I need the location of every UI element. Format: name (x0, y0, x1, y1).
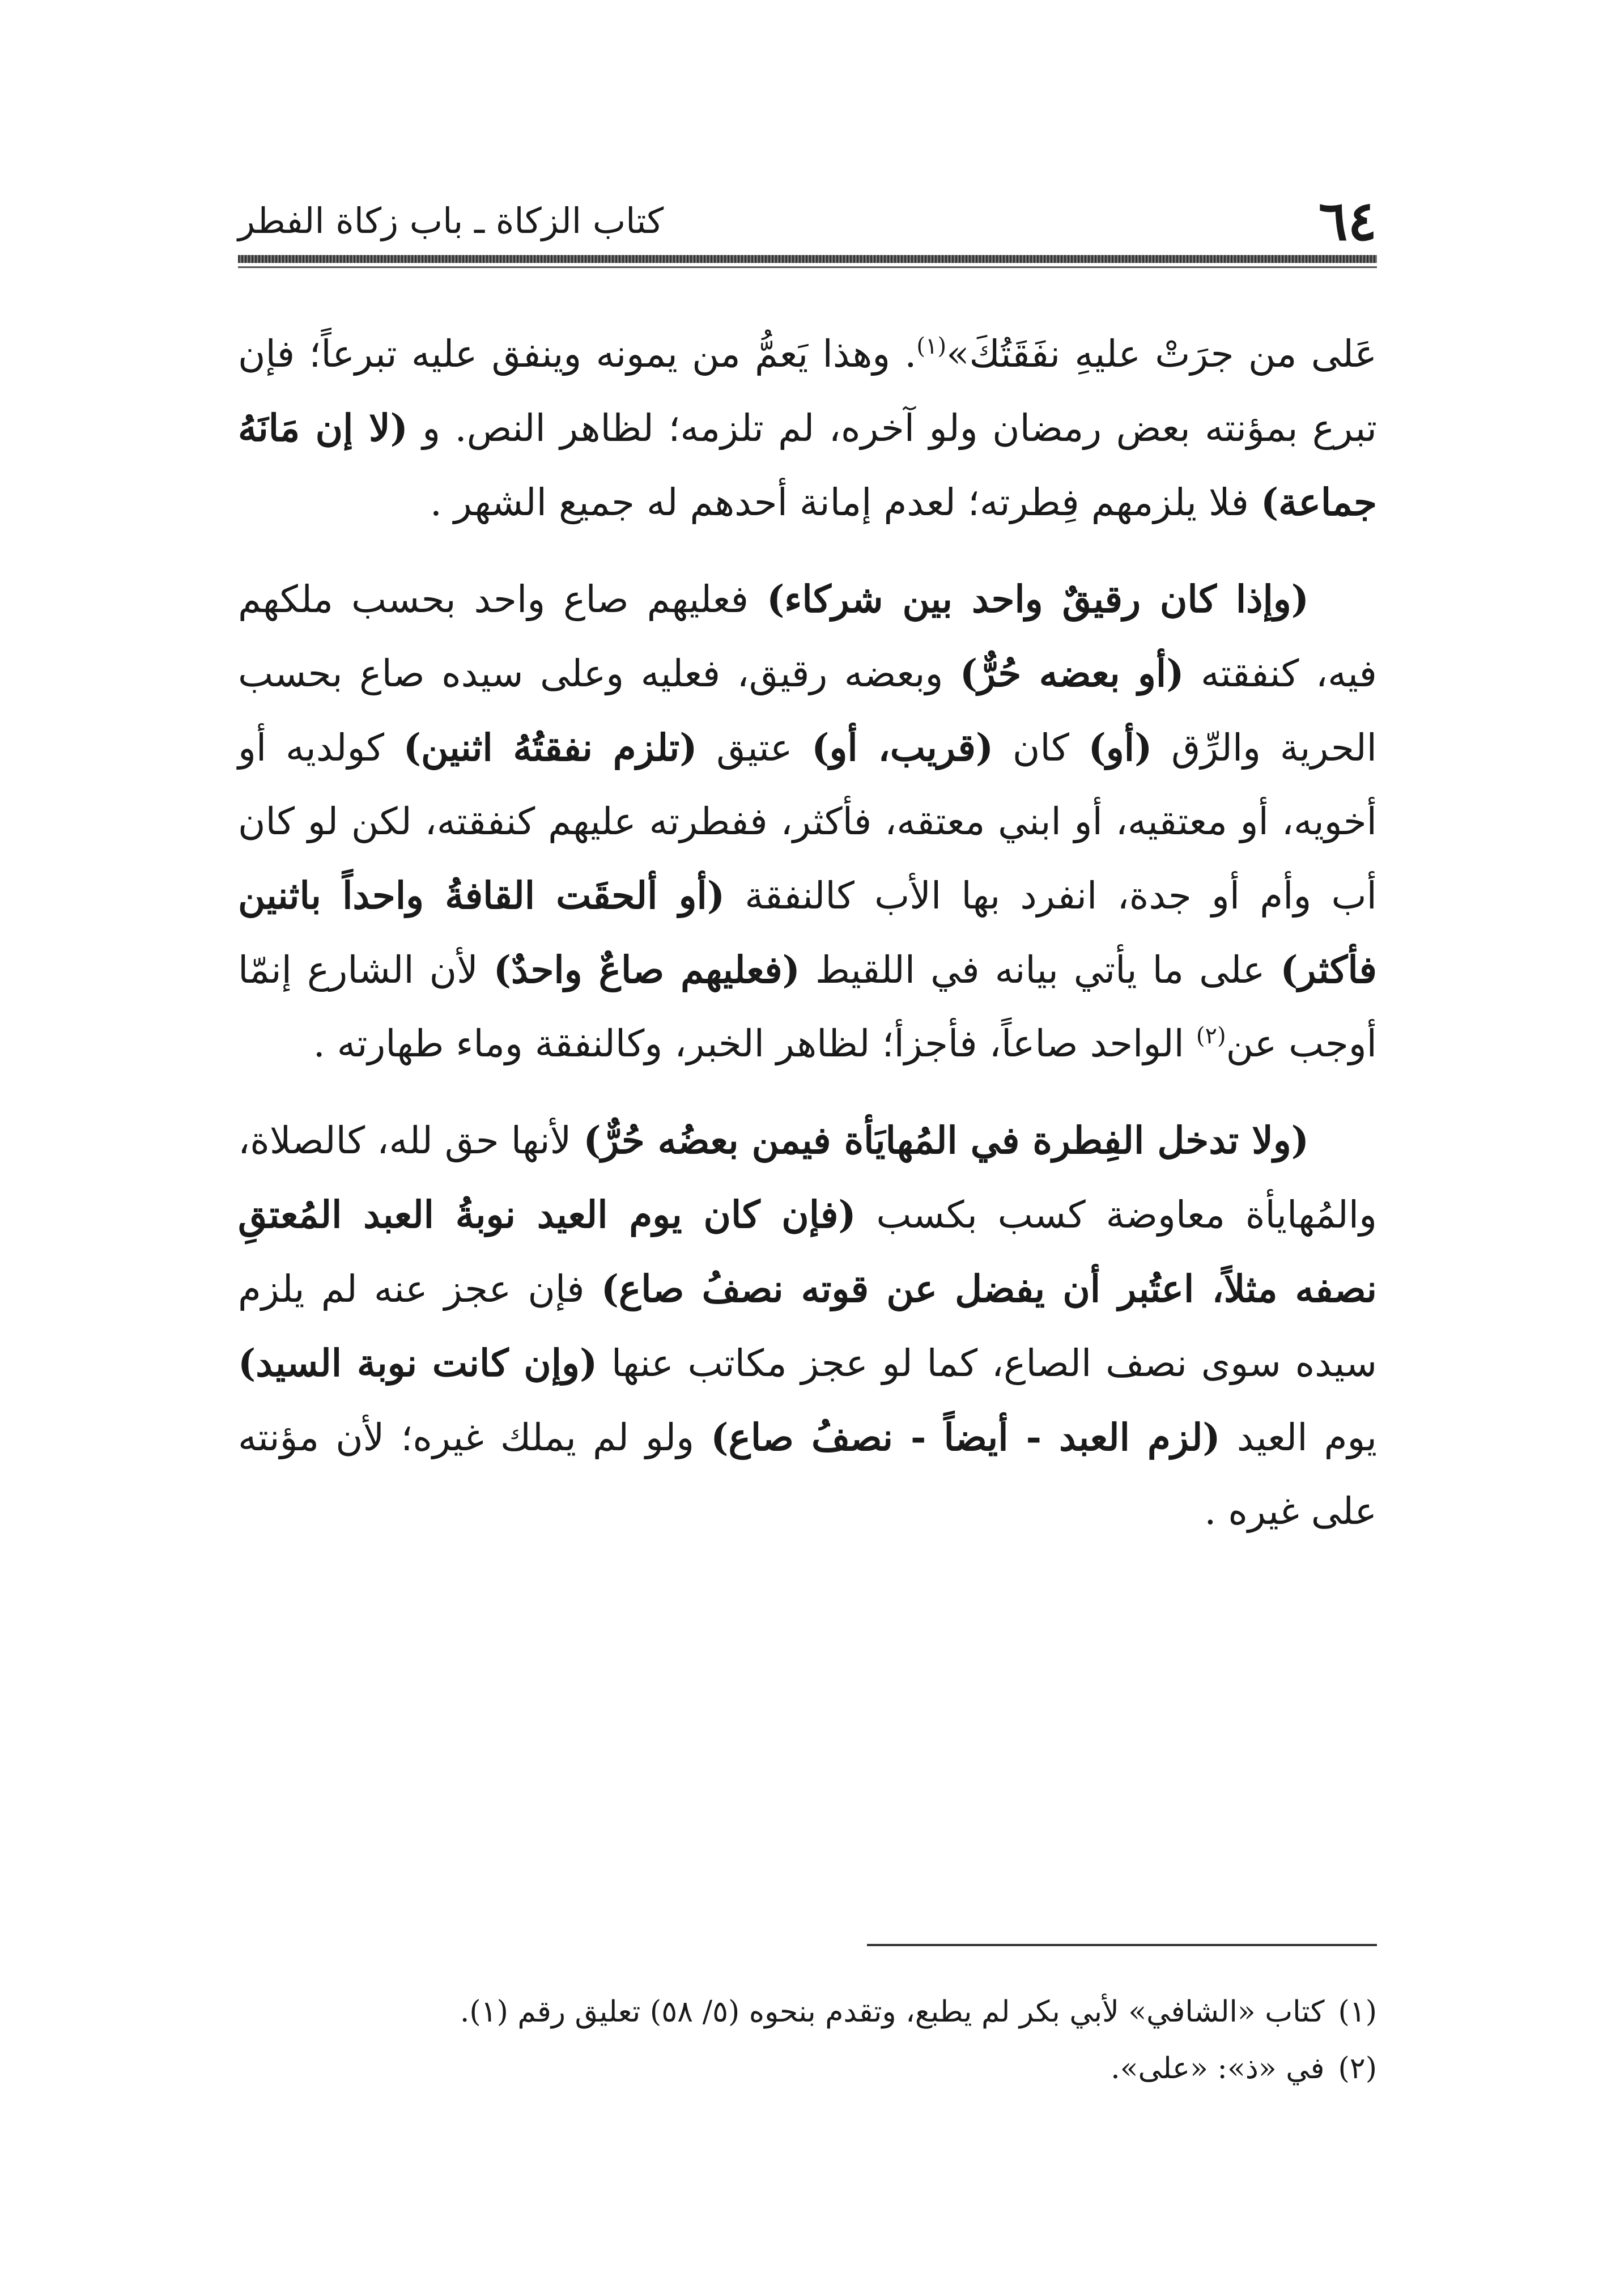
bold-text-run: (لا إن مَانَهُ جماعة) (238, 406, 1377, 524)
bold-text-run: (قريب، أو) (811, 725, 994, 770)
bold-text-run: (أو بعضه حُرٌّ) (959, 651, 1184, 695)
text-run: يوم العيد (1220, 1416, 1377, 1459)
header-rule-thin (238, 266, 1377, 268)
book-page (238, 0, 1377, 2293)
page-number: ٦٤ (1318, 189, 1377, 253)
bold-text-run: (وإن كانت نوبة السيد) (238, 1341, 598, 1385)
text-run: الواحد صاعاً، فأجزأ؛ لظاهر الخبر، وكالنفقة وماء طهارته . (313, 1022, 1196, 1065)
paragraph-3 (238, 1103, 1377, 1548)
footnote-separator (867, 1944, 1377, 1946)
text-run: لأنها حق لله، كالصلاة، والمُهايأة معاوضة كسب بكسب (238, 1119, 1377, 1237)
footnote-2 (238, 2040, 1377, 2097)
text-run: فعليهم صاع واحد بحسب ملكهم فيه، كنفقته (238, 578, 1377, 695)
header-title: كتاب الزكاة ـ باب زكاة الفطر (238, 200, 664, 241)
paragraph-2 (238, 562, 1377, 1081)
footnote-1 (238, 1984, 1377, 2040)
footnote-ref-2: (٢) (1196, 1023, 1226, 1049)
footnote-ref-1: (١) (916, 333, 947, 359)
footnote-number: (٢) (1338, 2052, 1377, 2086)
footnotes (238, 1984, 1377, 2097)
text-run: على ما يأتي بيانه في اللقيط (800, 948, 1281, 992)
text-run: ولو لم يملك غيره؛ لأن مؤنته على غيره . (238, 1416, 1377, 1533)
text-run: عتيق (697, 726, 812, 770)
bold-text-run: (أو ألحقَت القافةُ واحداً باثنين فأكثر) (238, 873, 1377, 992)
text-run: كولديه أو أخويه، أو معتقيه، أو ابني معتقه، فأكثر، ففطرته عليهم كنفقته، لكن لو كان أب وأم أو جدة، انفرد بها الأب كالنفقة (238, 726, 1377, 918)
paragraph-1 (238, 317, 1377, 540)
footnote-number: (١) (1338, 1995, 1377, 2029)
bold-text-run: (فإن كان يوم العيد نوبةُ العبد المُعتقِ نصفه مثلاً، اعتُبر أن يفضل عن قوته نصفُ صاع) (238, 1192, 1377, 1311)
running-header (238, 187, 1377, 255)
text-run: عَلى من جرَتْ عليهِ نفَقَتُكَ» (946, 332, 1377, 376)
text-run: كان (993, 726, 1089, 770)
bold-text-run: (وإذا كان رقيقٌ واحد بين شركاء) (767, 577, 1309, 621)
text-run: فلا يلزمهم فِطرته؛ لعدم إمانة أحدهم له جميع الشهر . (430, 481, 1261, 524)
text-run: وبعضه رقيق، فعليه وعلى سيده صاع بحسب الحرية والرِّق (238, 652, 1378, 770)
text-run: فإن عجز عنه لم يلزم سيده سوى نصف الصاع، كما لو عجز مكاتب عنها (238, 1267, 1378, 1385)
footnote-text: في «ذ»: «على». (1111, 2052, 1325, 2086)
bold-text-run: (تلزم نفقتُهُ اثنين) (403, 725, 698, 770)
bold-text-run: (لزم العبد - أيضاً - نصفُ صاع) (711, 1415, 1221, 1459)
main-text (238, 317, 1377, 1571)
text-run: . وهذا يَعمُّ من يمونه وينفق عليه تبرعاً؛ فإن تبرع بمؤنته بعض رمضان ولو آخره، لم تلزمه؛ لظاهر النص. و (238, 332, 1377, 450)
bold-text-run: (ولا تدخل الفِطرة في المُهايَأة فيمن بعضُه حُرٌّ) (583, 1118, 1309, 1162)
footnote-text: كتاب «الشافي» لأبي بكر لم يطبع، وتقدم بنحوه (٥/ ٥٨) تعليق رقم (١). (460, 1995, 1325, 2029)
text-run: لأن الشارع إنمّا أوجب عن (238, 948, 1377, 1065)
bold-text-run: (أو) (1088, 725, 1153, 770)
bold-text-run: (فعليهم صاعٌ واحدٌ) (493, 948, 800, 992)
header-rule (238, 255, 1377, 263)
